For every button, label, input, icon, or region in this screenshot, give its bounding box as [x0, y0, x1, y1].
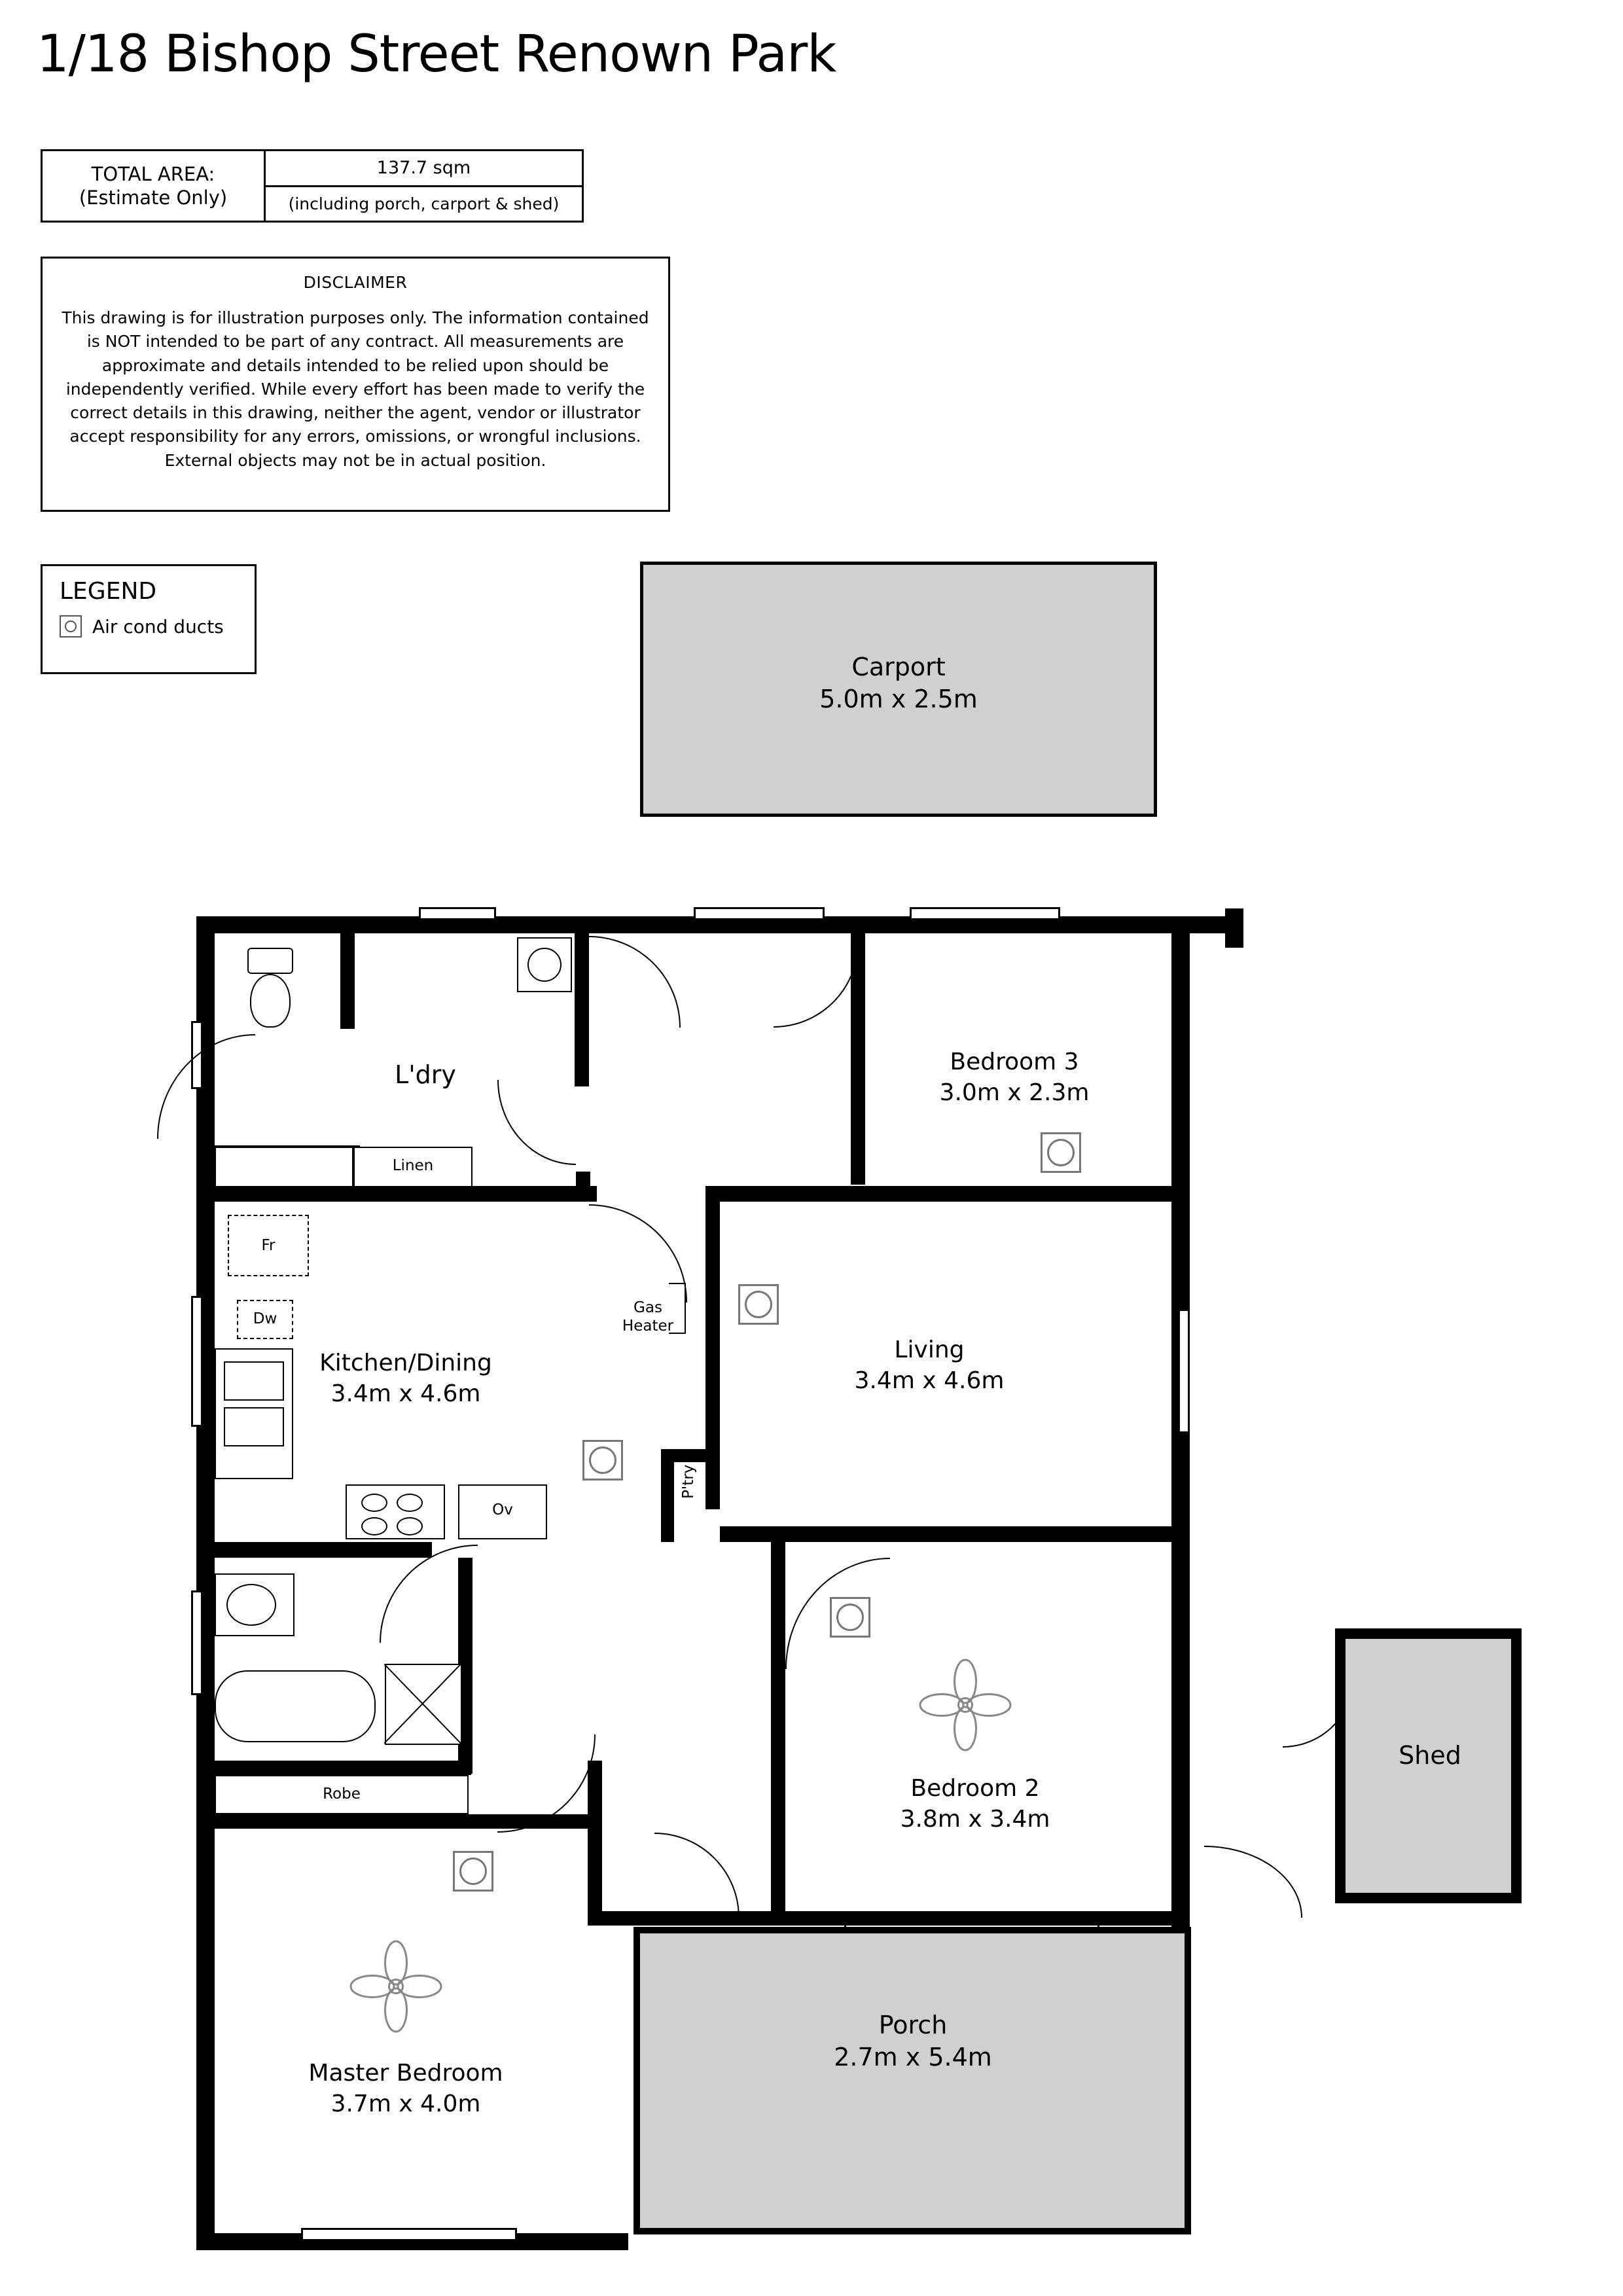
- pantry-label: P'try: [680, 1464, 698, 1499]
- disclaimer-box: [41, 257, 670, 512]
- wall-laundry-corner: [576, 1172, 590, 1202]
- total-area-label-line1: TOTAL AREA:: [91, 162, 215, 185]
- total-area-value: 137.7 sqm: [264, 151, 582, 187]
- porch-edge-right: [1185, 1927, 1191, 2234]
- wall-top-right-stub: [1225, 908, 1243, 948]
- wall-bed3-bottom: [705, 1186, 1190, 1202]
- robe-label: Robe: [323, 1785, 361, 1803]
- porch-edge-left: [633, 1927, 640, 2234]
- door-laundry: [497, 1080, 576, 1165]
- door-kitchen-hall: [380, 1545, 478, 1643]
- total-area-label: [43, 151, 264, 221]
- window-kitchen: [191, 1296, 203, 1427]
- ceiling-fan-master: [347, 1937, 445, 2036]
- door-living-hall: [589, 1204, 687, 1302]
- window-laundry: [419, 907, 496, 920]
- dishwasher-label: Dw: [253, 1310, 277, 1327]
- window-hall: [694, 907, 825, 920]
- porch-label: Porch 2.7m x 5.4m: [834, 2011, 992, 2072]
- master-label: Master Bedroom 3.7m x 4.0m: [308, 2060, 503, 2117]
- window-master: [301, 2228, 517, 2241]
- wall-pantry-left: [661, 1449, 674, 1542]
- wall-bed2-left: [771, 1542, 785, 1926]
- laundry-bench: [215, 1147, 353, 1187]
- linen-label: Linen: [392, 1157, 434, 1174]
- bed2-label: Bedroom 2 3.8m x 3.4m: [900, 1775, 1050, 1833]
- air-cond-duct-bed2: [830, 1597, 870, 1638]
- air-cond-duct-living: [738, 1284, 779, 1325]
- window-bathroom: [191, 1590, 203, 1695]
- air-cond-duct-icon: [60, 615, 82, 637]
- window-bed3: [910, 907, 1060, 920]
- window-living: [1178, 1309, 1190, 1433]
- door-wc: [157, 1034, 255, 1139]
- carport-label: Carport 5.0m x 2.5m: [819, 653, 978, 714]
- porch-area: [633, 1927, 1191, 2234]
- air-cond-duct-master: [453, 1851, 493, 1892]
- toilet-cistern: [247, 948, 293, 974]
- porch-edge-top: [633, 1927, 1191, 1933]
- cooktop-burner-4: [397, 1517, 423, 1535]
- sink-basin-2: [224, 1407, 284, 1446]
- laundry-label: L'dry: [395, 1060, 456, 1089]
- door-entry: [654, 1833, 740, 1918]
- wall-living-left: [705, 1202, 720, 1509]
- wall-living-bottom: [720, 1526, 1190, 1542]
- wall-kitchen-bottom: [196, 1542, 432, 1558]
- wall-bathroom-bottom: [196, 1761, 471, 1775]
- ceiling-fan-bed2: [916, 1656, 1014, 1754]
- gas-heater-label: Gas Heater: [622, 1299, 674, 1335]
- disclaimer-title: DISCLAIMER: [303, 273, 408, 292]
- cooktop-burner-3: [361, 1517, 387, 1535]
- total-area-box: [41, 149, 584, 223]
- kitchen-label: Kitchen/Dining 3.4m x 4.6m: [319, 1350, 492, 1407]
- legend-title: LEGEND: [60, 578, 157, 605]
- porch-edge-bottom: [633, 2228, 1191, 2234]
- living-label: Living 3.4m x 4.6m: [854, 1336, 1005, 1394]
- door-bed3: [774, 942, 859, 1028]
- air-cond-duct-hall: [582, 1440, 623, 1480]
- wall-master-right: [588, 1761, 602, 1924]
- cooktop: [346, 1484, 445, 1539]
- legend-item-air-cond-ducts: [60, 615, 255, 637]
- air-cond-duct-bed3: [1041, 1132, 1081, 1173]
- wall-laundry-right: [575, 916, 589, 1086]
- shed-label: Shed: [1399, 1741, 1461, 1770]
- toilet-bowl: [250, 974, 291, 1028]
- bed3-label: Bedroom 3 3.0m x 2.3m: [939, 1049, 1090, 1106]
- fridge-label: Fr: [261, 1237, 276, 1254]
- wall-bed2-bottom: [771, 1911, 1190, 1926]
- cooktop-burner-1: [361, 1494, 387, 1512]
- laundry-basin: [527, 948, 562, 982]
- wall-laundry-bottom: [196, 1186, 597, 1202]
- vanity-basin: [226, 1584, 276, 1626]
- disclaimer-text: This drawing is for illustration purposes only. The information contained is NOT intended to be part of any contract. All measurements are approximate and details intended to be relied upon should be independently verified. While every effort has been made to verify the correct details in this drawing, neither the agent, vendor or illustrator accept responsibility for any errors, omissions, or wrongful inclusions. External objects may not be in actual position.: [62, 308, 649, 470]
- total-area-note: (including porch, carport & shed): [264, 187, 582, 221]
- bathtub: [215, 1670, 376, 1742]
- door-rear: [1204, 1846, 1302, 1918]
- page-title: 1/18 Bishop Street Renown Park: [37, 25, 836, 84]
- legend-item-label: Air cond ducts: [92, 615, 224, 637]
- cooktop-burner-2: [397, 1494, 423, 1512]
- legend-box: [41, 564, 257, 674]
- wall-wc-laundry: [340, 916, 355, 1029]
- door-hall-north: [589, 936, 681, 1028]
- total-area-values: [264, 151, 582, 221]
- total-area-label-line2: (Estimate Only): [79, 187, 228, 209]
- oven-label: Ov: [492, 1501, 513, 1518]
